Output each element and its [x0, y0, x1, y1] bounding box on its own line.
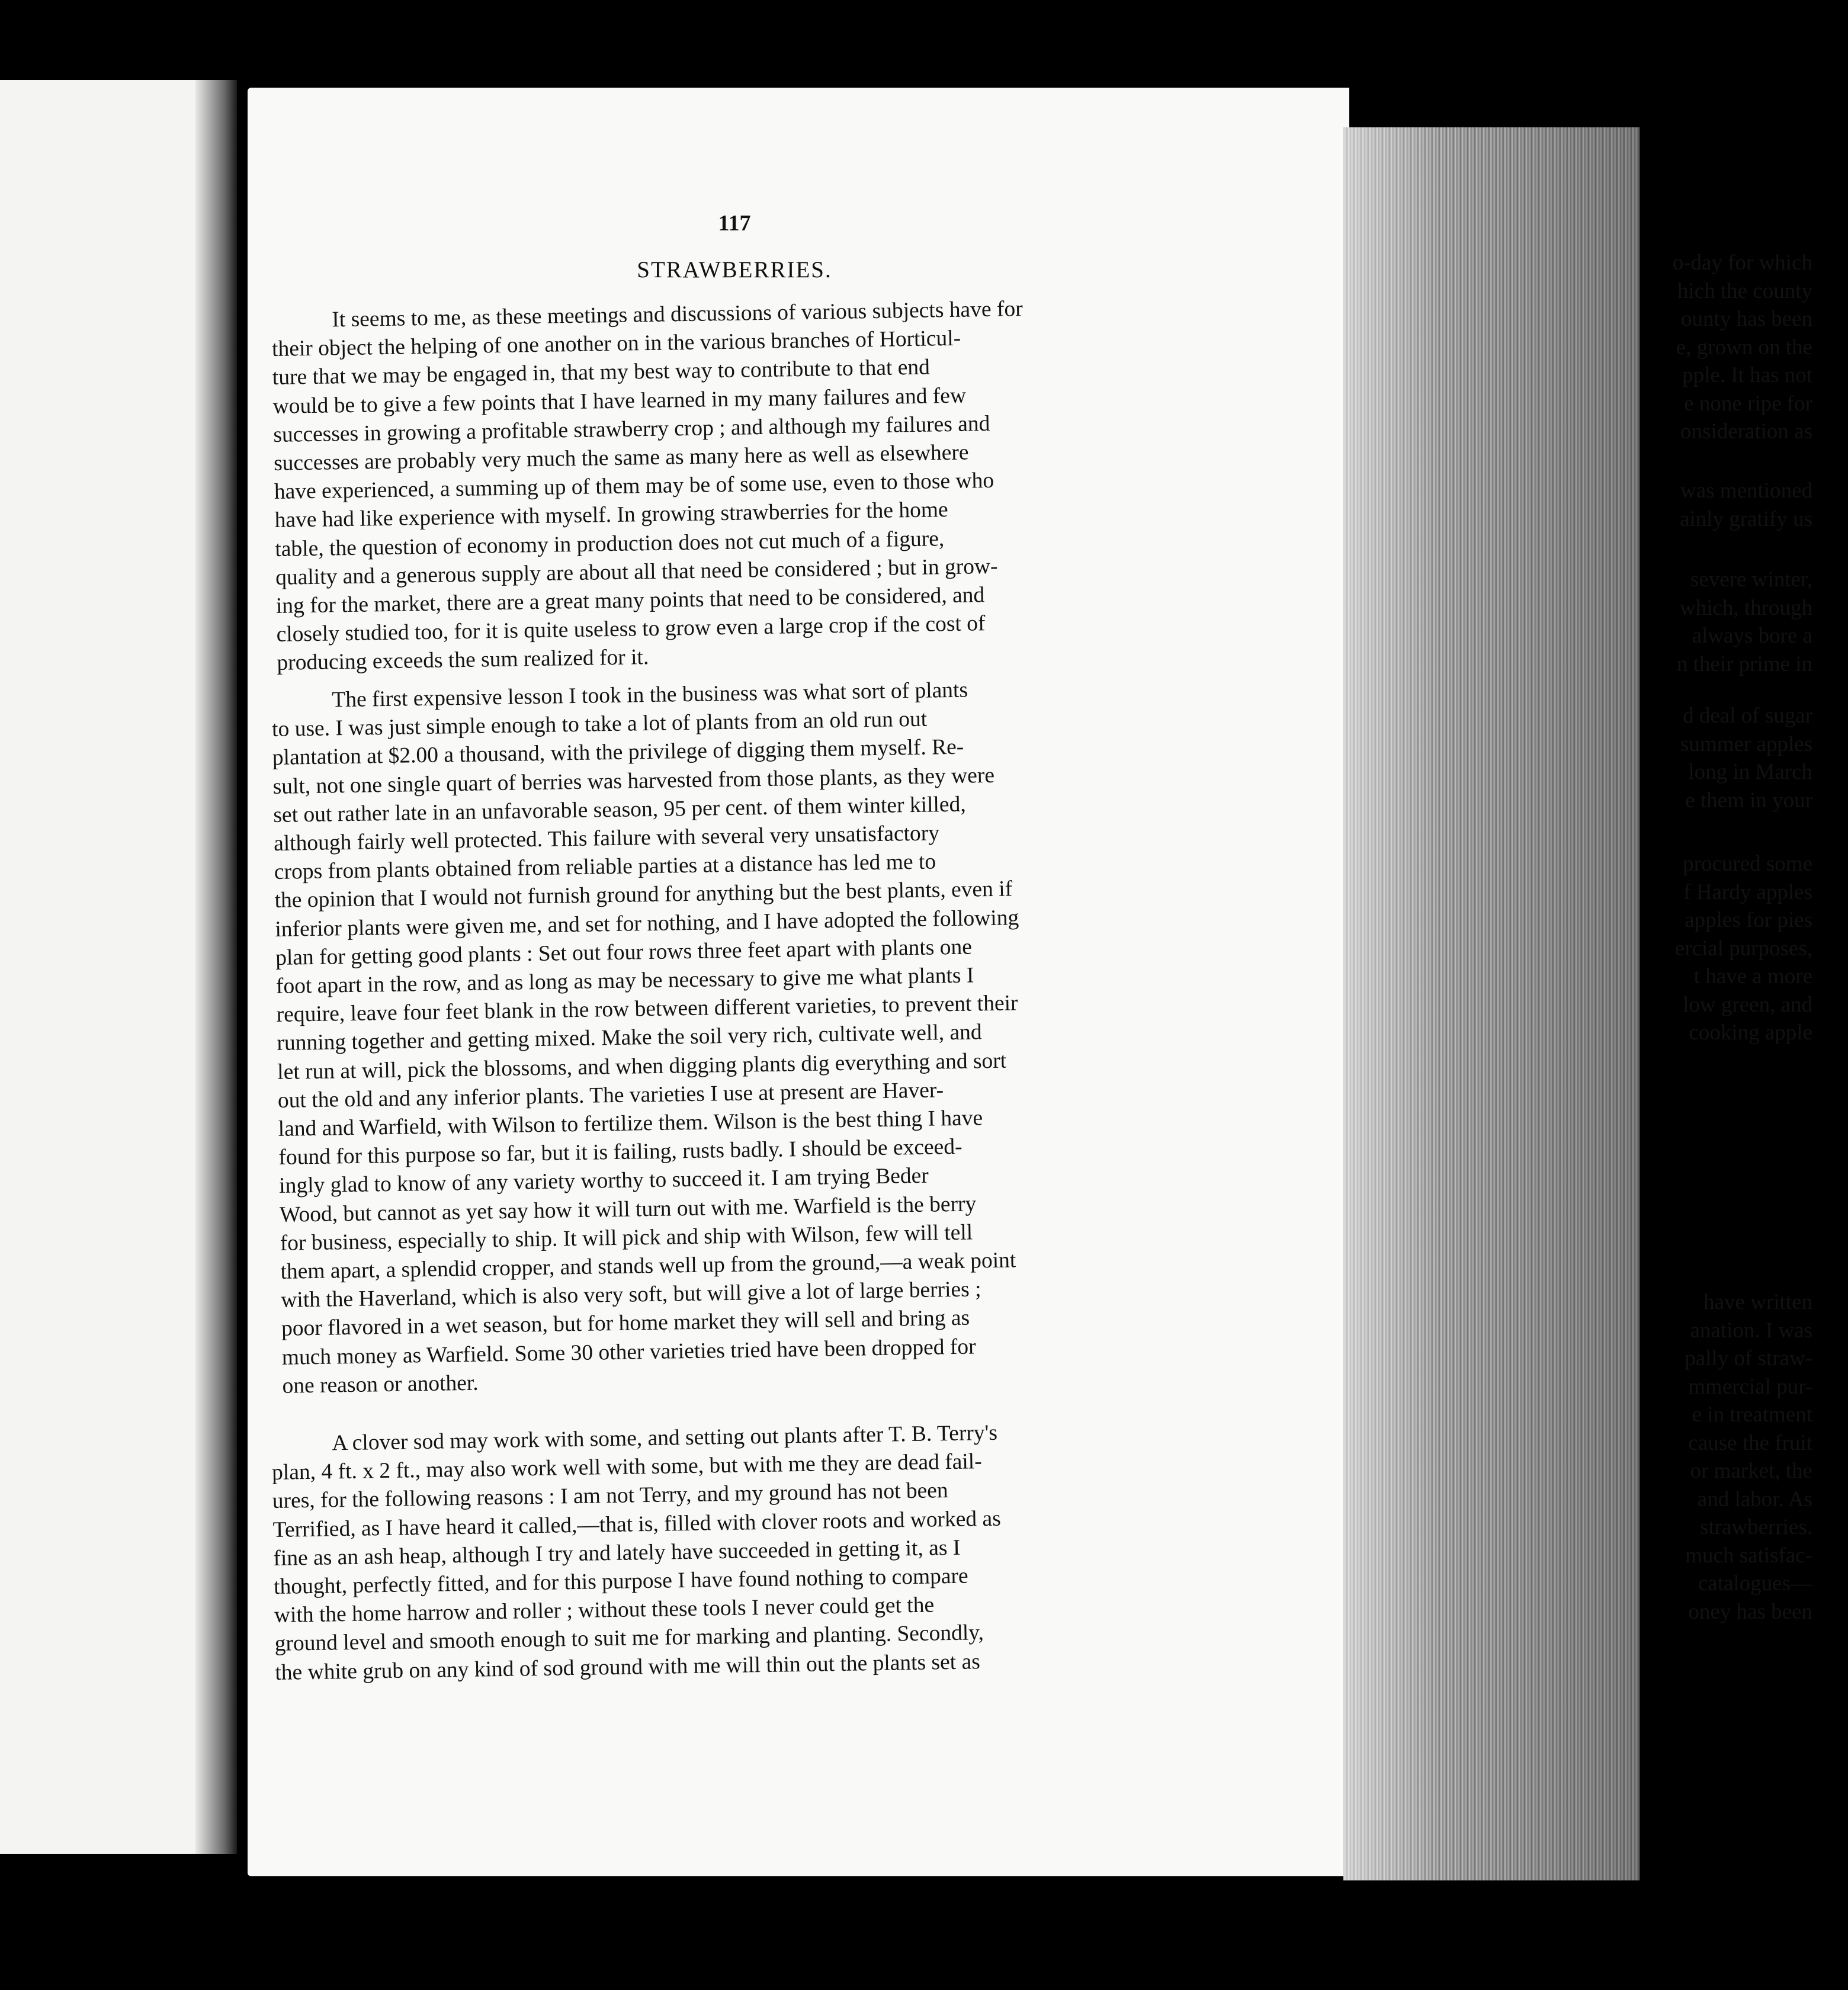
- text-line: the white grub on any kind of sod ground with me will thin out the plants set as: [275, 1649, 981, 1685]
- left-page-text-line: onsideration as: [1680, 419, 1812, 444]
- text-line: ures, for the following reasons : I am not Terry, and my ground has not been: [272, 1478, 948, 1514]
- left-page-text-block: [1680, 702, 1812, 814]
- page-edges-shading: [1343, 127, 1640, 1880]
- text-line: out the old and any inferior plants. The varieties I use at present are Haver-: [277, 1078, 944, 1113]
- text-line: sult, not one single quart of berries was harvested from those plants, as they were: [272, 763, 995, 799]
- left-page-text-line: severe winter,: [1690, 567, 1812, 592]
- paragraph: [271, 293, 1186, 678]
- text-line: poor flavored in a wet season, but for home market they will sell and bring as: [281, 1306, 970, 1341]
- left-page-text-line: or market, the: [1690, 1459, 1812, 1483]
- text-line: set out rather late in an unfavorable season, 95 per cent. of them winter killed,: [273, 792, 966, 827]
- left-page-text-line: hich the county: [1677, 278, 1812, 303]
- left-page-text-line: much satisfac-: [1685, 1543, 1812, 1568]
- text-line: for business, especially to ship. It will pick and ship with Wilson, few will tell: [280, 1220, 973, 1256]
- text-line: A clover sod may work with some, and setting out plants after T. B. Terry's: [332, 1420, 998, 1456]
- left-page-text-line: pally of straw-: [1685, 1346, 1812, 1370]
- text-line: plan for getting good plants : Set out four rows three feet apart with plants one: [275, 935, 973, 970]
- text-line: let run at will, pick the blossoms, and when digging plants dig everything and sort: [277, 1048, 1007, 1084]
- text-line: plan, 4 ft. x 2 ft., may also work well with some, but with me they are dead fail-: [271, 1449, 982, 1485]
- text-line: ground level and smooth enough to suit me for marking and planting. Secondly,: [274, 1620, 984, 1657]
- text-line: plantation at $2.00 a thousand, with the privilege of digging them myself. Re-: [272, 735, 964, 771]
- text-line: them apart, a splendid cropper, and stands well up from the ground,—a weak point: [280, 1248, 1016, 1284]
- page-number: 117: [718, 211, 751, 236]
- text-line: quality and a generous supply are about all that need be considered ; but in grow-: [275, 554, 998, 590]
- left-page-text-line: and labor. As: [1697, 1487, 1812, 1511]
- left-page-text-line: e them in your: [1685, 788, 1812, 813]
- left-page-text-line: anation. I was: [1690, 1318, 1812, 1343]
- text-line: foot apart in the row, and as long as may be necessary to give me what plants I: [275, 963, 974, 999]
- text-line: It seems to me, as these meetings and discussions of various subjects have for: [332, 297, 1023, 332]
- text-line: thought, perfectly fitted, and for this purpose I have found nothing to compare: [273, 1564, 968, 1599]
- left-page-text-line: pple. It has not: [1682, 363, 1812, 387]
- left-page-text-line: apples for pies: [1685, 908, 1812, 932]
- left-page-text-line: mmercial pur-: [1688, 1374, 1812, 1399]
- text-line: would be to give a few points that I have learned in my many failures and few: [272, 383, 967, 419]
- left-page-text-line: n their prime in: [1676, 651, 1812, 676]
- text-line: require, leave four feet blank in the row between different varieties, to prevent their: [276, 991, 1018, 1028]
- left-page-text-line: catalogues—: [1698, 1571, 1812, 1596]
- text-line: Wood, but cannot as yet say how it will turn out with me. Warfield is the berry: [279, 1192, 977, 1227]
- left-page-text-block: [1673, 249, 1812, 446]
- text-line: one reason or another.: [282, 1370, 479, 1398]
- left-page-text-line: f Hardy apples: [1683, 880, 1812, 904]
- left-page-text-line: which, through: [1679, 595, 1812, 620]
- left-page-text-line: oney has been: [1688, 1599, 1812, 1624]
- text-line: although fairly well protected. This failure with several very unsatisfactory: [273, 821, 940, 856]
- text-line: Terrified, as I have heard it called,—that is, filled with clover roots and worked as: [272, 1506, 1002, 1542]
- text-line: found for this purpose so far, but it is failing, rusts badly. I should be exceed-: [278, 1135, 962, 1170]
- left-page-text-line: e, grown on the: [1676, 335, 1812, 360]
- text-line: with the Haverland, which is also very soft, but will give a lot of large berries ;: [280, 1277, 981, 1313]
- text-line: successes in growing a profitable strawberry crop ; and although my failures and: [273, 411, 990, 447]
- text-line: have had like experience with myself. In growing strawberries for the home: [274, 498, 948, 533]
- left-page-text-line: e none ripe for: [1684, 391, 1812, 416]
- text-line: the opinion that I would not furnish ground for anything but the best plants, even if: [274, 877, 1013, 913]
- left-page-text-line: always bore a: [1692, 624, 1812, 648]
- text-line: running together and getting mixed. Make the soil very rich, cultivate well, and: [277, 1020, 982, 1056]
- left-page-text-line: procured some: [1683, 852, 1812, 876]
- text-line: to use. I was just simple enough to take a lot of plants from an old run out: [271, 707, 928, 742]
- left-page-text-line: e in treatment: [1692, 1402, 1812, 1427]
- left-page-text-line: cause the fruit: [1688, 1430, 1812, 1455]
- left-page-text-line: ercial purposes,: [1674, 936, 1812, 961]
- left-page-text-line: t have a more: [1693, 964, 1812, 988]
- left-page-text-line: ounty has been: [1681, 307, 1812, 331]
- text-line: crops from plants obtained from reliable parties at a distance has led me to: [274, 849, 936, 885]
- left-page: [0, 80, 228, 1854]
- left-page-text-block: [1680, 477, 1812, 533]
- text-line: have experienced, a summing up of them may be of some use, even to those who: [274, 468, 994, 505]
- left-page-text-block: [1677, 566, 1812, 678]
- left-page-text-line: was mentioned: [1680, 479, 1812, 503]
- left-page-text-line: cooking apple: [1689, 1020, 1812, 1045]
- paragraph: [271, 1416, 1185, 1687]
- text-line: ing for the market, there are a great many points that need to be considered, and: [275, 583, 985, 618]
- text-line: ture that we may be engaged in, that my best way to contribute to that end: [272, 355, 931, 390]
- left-page-text-line: o-day for which: [1672, 251, 1812, 275]
- left-page-gutter-shadow: [195, 80, 237, 1854]
- left-page-text-line: summer apples: [1680, 731, 1812, 756]
- left-page-text-line: have written: [1703, 1290, 1812, 1314]
- left-page-text-line: strawberries.: [1699, 1515, 1812, 1539]
- text-line: much money as Warfield. Some 30 other varieties tried have been dropped for: [281, 1334, 976, 1370]
- text-line: closely studied too, for it is quite useless to grow even a large crop if the cost of: [276, 611, 986, 647]
- text-line: producing exceeds the sum realized for it.: [277, 645, 649, 676]
- text-line: table, the question of economy in production does not cut much of a figure,: [275, 526, 945, 561]
- text-line: fine as an ash heap, although I try and lately have succeeded in getting it, as I: [273, 1535, 961, 1571]
- text-line: land and Warfield, with Wilson to fertilize them. Wilson is the best thing I have: [278, 1106, 983, 1141]
- text-line: successes are probably very much the same as many here as well as elsewhere: [273, 440, 969, 476]
- text-line: with the home harrow and roller ; without these tools I never could get the: [274, 1593, 935, 1628]
- left-page-text-block: [1675, 850, 1812, 1047]
- text-line: inferior plants were given me, and set for nothing, and I have adopted the following: [275, 905, 1019, 942]
- left-page-text-line: d deal of sugar: [1683, 704, 1812, 728]
- text-line: The first expensive lesson I took in the business was what sort of plants: [332, 678, 968, 712]
- left-page-text-line: low green, and: [1683, 992, 1812, 1017]
- text-line: ingly glad to know of any variety worthy to succeed it. I am trying Beder: [278, 1164, 929, 1199]
- left-page-text-block: [1685, 1288, 1812, 1626]
- text-line: their object the helping of one another on in the various branches of Horticul-: [271, 326, 961, 362]
- page-title: STRAWBERRIES.: [637, 257, 832, 283]
- left-page-text-line: ainly gratify us: [1679, 506, 1812, 531]
- paragraph: [271, 673, 1192, 1401]
- left-page-text-line: long in March: [1688, 760, 1812, 784]
